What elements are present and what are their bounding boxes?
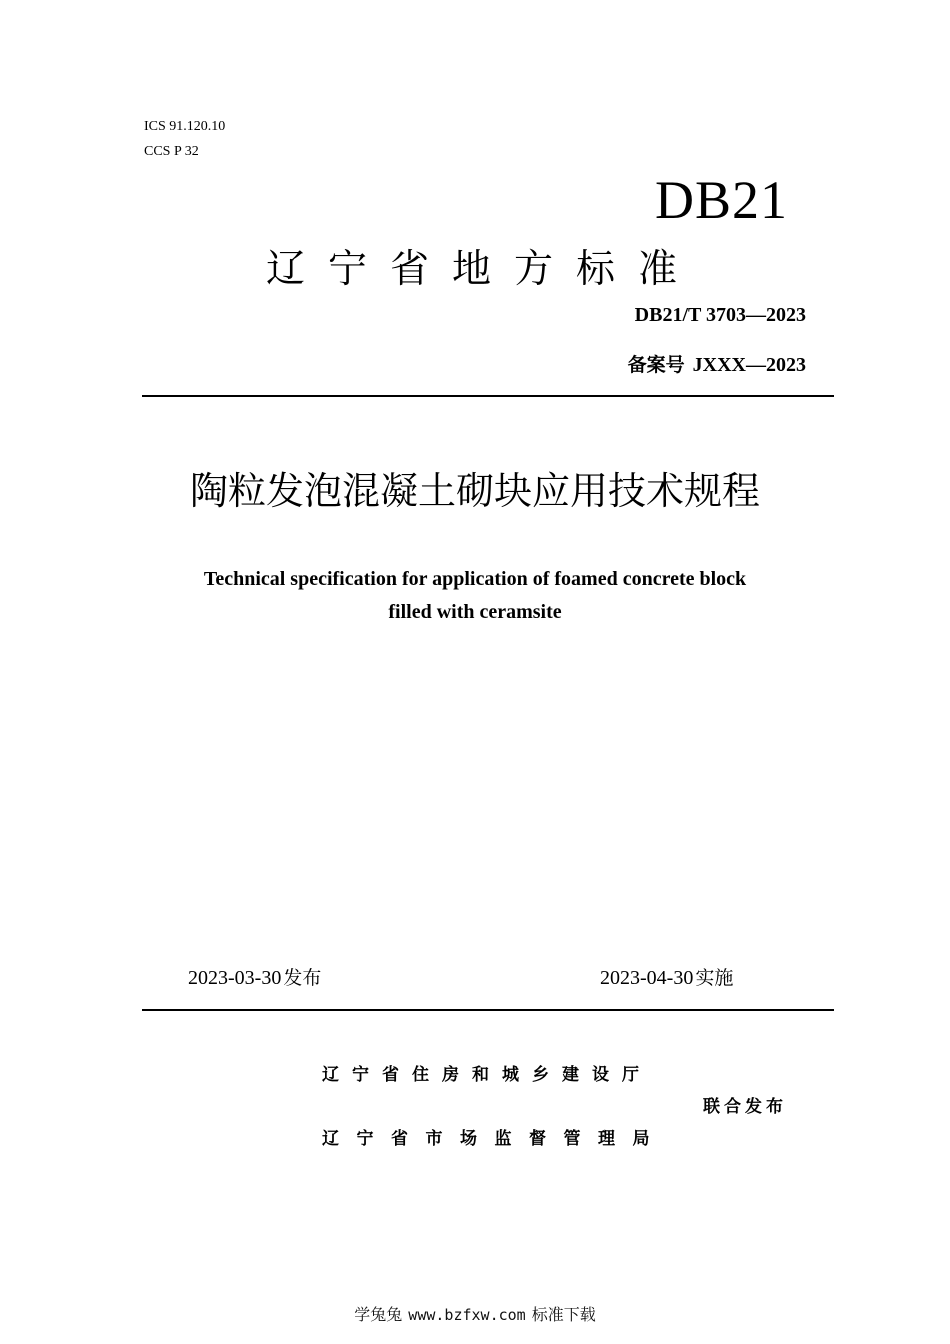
issue-date-line [188, 964, 321, 992]
implement-date-line [600, 964, 733, 992]
record-number: JXXX—2023 [692, 354, 806, 376]
issue-label: 发布 [283, 967, 322, 989]
footer-site-name: 学兔兔 [354, 1305, 403, 1324]
title-chinese: 陶粒发泡混凝土砌块应用技术规程 [189, 469, 760, 513]
issuer-type-heading: 辽宁省地方标准 [266, 247, 701, 292]
record-number-line [628, 352, 806, 378]
joint-issue-label: 联合发布 [703, 1097, 787, 1117]
ccs-code: CCS P 32 [144, 144, 199, 159]
footer-url[interactable]: www.bzfxw.com [408, 1306, 526, 1324]
footer-tagline: 标准下载 [531, 1305, 596, 1324]
issue-date: 2023-03-30 [188, 967, 282, 989]
watermark-footer [0, 1304, 950, 1326]
authority-market: 辽宁省市场监督管理局 [322, 1129, 667, 1149]
authority-housing: 辽宁省住房和城乡建设厅 [322, 1065, 652, 1085]
bottom-divider [142, 1009, 834, 1011]
implement-label: 实施 [695, 967, 734, 989]
title-english-line2: filled with ceramsite [388, 601, 562, 623]
title-english-line1: Technical specification for application of foamed concrete block [203, 568, 747, 590]
standard-number: DB21/T 3703—2023 [634, 304, 806, 326]
record-label: 备案号 [627, 354, 685, 376]
ics-code: ICS 91.120.10 [144, 119, 226, 134]
db-code-logo: DB21 [654, 170, 788, 230]
implement-date: 2023-04-30 [600, 967, 694, 989]
top-divider [142, 395, 834, 397]
